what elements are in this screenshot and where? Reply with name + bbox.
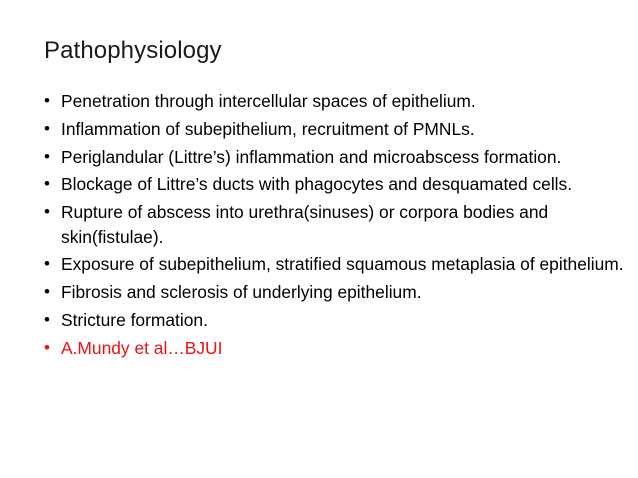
slide-title: Pathophysiology xyxy=(44,37,222,64)
bullet-dot-icon: • xyxy=(44,282,50,302)
bullet-item-fibrosis xyxy=(44,280,624,305)
bullet-text: Rupture of abscess into urethra(sinuses) or corpora bodies and skin(fistulae). xyxy=(61,202,549,247)
bullet-text: Exposure of subepithelium, stratified squamous metaplasia of epithelium. xyxy=(61,254,624,275)
bullet-text: Penetration through intercellular spaces of epithelium. xyxy=(61,91,476,111)
bullet-dot-icon: • xyxy=(44,174,50,194)
bullet-text: Blockage of Littre’s ducts with phagocytes and desquamated cells. xyxy=(61,174,573,195)
reference-text: A.Mundy et al…BJUI xyxy=(61,337,223,358)
bullet-text: Inflammation of subepithelium, recruitment of PMNLs. xyxy=(61,118,475,139)
bullet-dot-icon: • xyxy=(44,118,50,138)
bullet-item-periglandular xyxy=(44,145,624,170)
bullet-text: Fibrosis and sclerosis of underlying epithelium. xyxy=(61,282,422,303)
bullet-dot-icon: • xyxy=(44,310,50,330)
bullet-list xyxy=(44,89,624,364)
bullet-text: Stricture formation. xyxy=(61,310,208,331)
bullet-item-reference xyxy=(44,336,624,361)
bullet-item-exposure xyxy=(44,252,624,277)
bullet-item-penetration xyxy=(44,89,624,114)
bullet-item-inflammation xyxy=(44,117,624,142)
bullet-dot-icon: • xyxy=(44,254,50,274)
bullet-dot-icon: • xyxy=(44,146,50,166)
bullet-dot-icon: • xyxy=(44,91,50,110)
bullet-dot-icon: • xyxy=(44,337,50,357)
bullet-dot-icon: • xyxy=(44,202,50,222)
bullet-item-stricture xyxy=(44,308,624,333)
bullet-item-rupture xyxy=(44,200,624,249)
bullet-item-blockage xyxy=(44,172,624,197)
bullet-text: Periglandular (Littre’s) inflammation and microabscess formation. xyxy=(61,146,562,167)
